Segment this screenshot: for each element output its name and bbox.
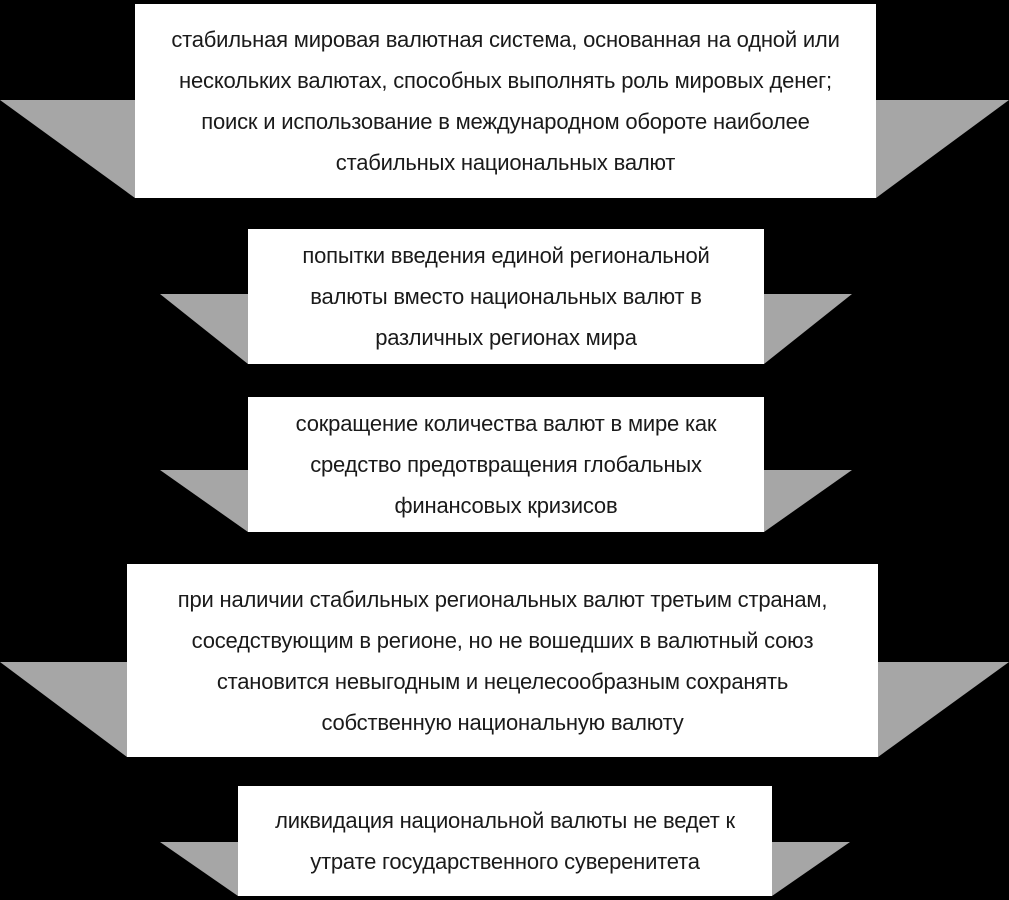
step-box-4 xyxy=(127,564,878,757)
step-text-2: попытки введения единой региональной валюты вместо национальных валют в различных регионах мира xyxy=(302,243,710,350)
step-box-5 xyxy=(238,786,772,896)
step-box-3 xyxy=(248,397,764,532)
wing-right-1 xyxy=(876,100,1009,198)
wing-left-1 xyxy=(0,100,135,198)
step-text-3: сокращение количества валют в мире как средство предотвращения глобальных финансовых кризисов xyxy=(295,411,717,518)
step-text-1: стабильная мировая валютная система, основанная на одной или нескольких валютах, способных выполнять роль мировых денег; поиск и использование в международном обороте наиболее стабильных национальных валют xyxy=(171,27,840,175)
wing-left-4 xyxy=(0,662,127,757)
step-text-4: при наличии стабильных региональных валют третьим странам, соседствующим в регионе, но не вошедших в валютный союз становится невыгодным и нецелесообразным сохранять собственную национальную валюту xyxy=(177,586,828,735)
step-text-5: ликвидация национальной валюты не ведет к утрате государственного суверенитета xyxy=(275,808,735,874)
step-box-2 xyxy=(248,229,764,364)
wing-right-2 xyxy=(764,294,852,364)
wing-right-4 xyxy=(878,662,1009,757)
wing-right-5 xyxy=(772,842,850,896)
wing-left-3 xyxy=(160,470,248,532)
wing-right-3 xyxy=(764,470,852,532)
step-box-1 xyxy=(135,4,876,198)
wing-left-5 xyxy=(160,842,238,896)
wing-left-2 xyxy=(160,294,248,364)
